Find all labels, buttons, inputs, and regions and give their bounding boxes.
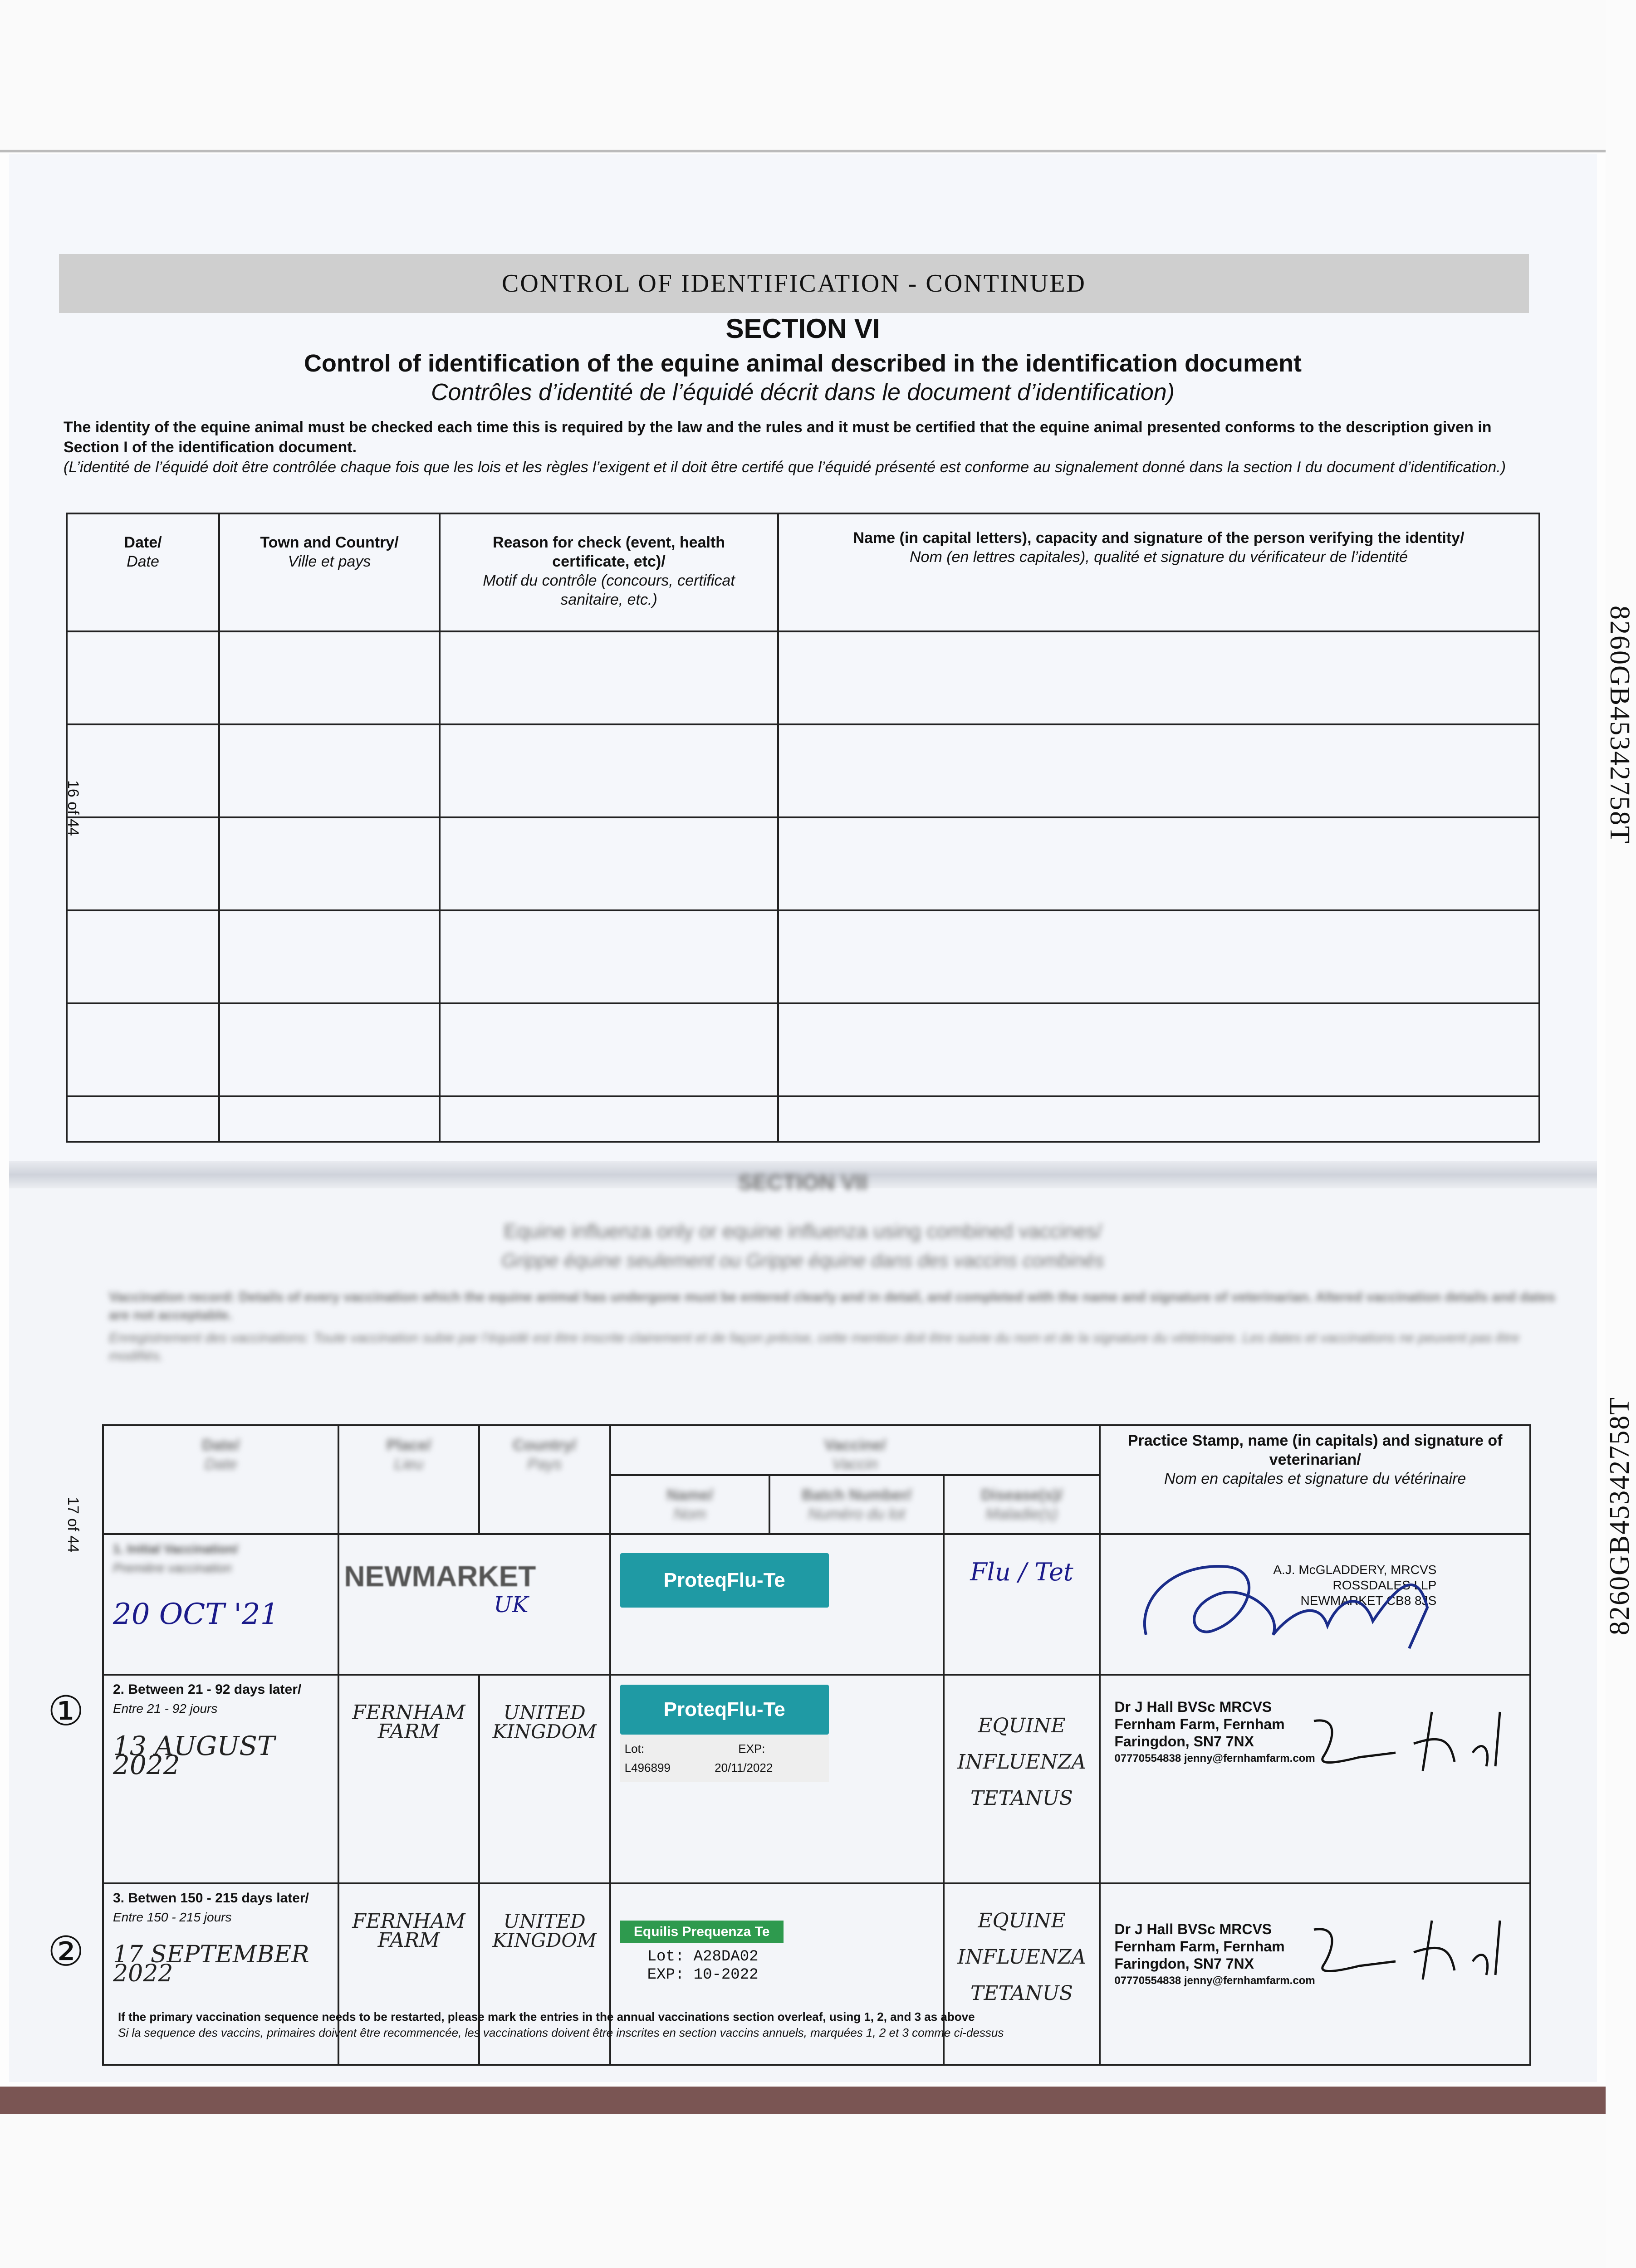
vet-stamp: A.J. McGLADDERY, MRCVS ROSSDALES LLP NEWMARKET CB8 8JS xyxy=(1273,1563,1437,1608)
vacc-vet-cell xyxy=(1100,1534,1530,1675)
cover-edge xyxy=(0,2087,1606,2114)
vacc-disease-cell: EQUINE INFLUENZA TETANUS xyxy=(944,1675,1100,1883)
footnote-english: If the primary vaccination sequence needs to be restarted, please mark the entries in the annual vaccinations section overleaf, using 1, 2, and 3 as above xyxy=(118,2010,975,2024)
intro-text xyxy=(64,417,1533,477)
scan-bottom-margin xyxy=(0,2114,1606,2268)
table-row xyxy=(67,1096,1539,1142)
vet-stamp: Dr J Hall BVSc MRCVS Fernham Farm, Fernham Faringdon, SN7 7NX 07770554838 jenny@fernhamfarm.com xyxy=(1114,1699,1315,1765)
header-vacc-country: Country/ Pays xyxy=(479,1425,610,1534)
section-vii-title: SECTION VII xyxy=(738,1171,868,1195)
vacc-country-cell: UNITED KINGDOM xyxy=(479,1883,610,2065)
vet-stamp: Dr J Hall BVSc MRCVS Fernham Farm, Fernham Faringdon, SN7 7NX 07770554838 jenny@fernhamfarm.com xyxy=(1114,1921,1315,1987)
table-row xyxy=(103,1534,1530,1675)
table-row xyxy=(103,1675,1530,1883)
page-number-bottom: 17 of 44 xyxy=(64,1497,82,1553)
subtitle-french: Contrôles d’identité de l’équidé décrit dans le document d’identification) xyxy=(431,379,1175,406)
header-date: Date/ Date xyxy=(67,513,219,631)
subtitle-english: Control of identification of the equine animal described in the identification document xyxy=(304,350,1302,377)
section-vii-note-en: Vaccination record: Details of every vaccination which the equine animal has undergone must be entered clearly and in detail, and completed with the name and signature of veterinarian. Altered vaccination details and dates are not acceptable. xyxy=(109,1290,1556,1323)
header-batch: Batch Number/ Numéro du lot xyxy=(769,1475,943,1534)
section-vii-subtitle-en: Equine influenza only or equine influenza using combined vaccines/ xyxy=(504,1220,1102,1242)
vacc-disease-cell: Flu / Tet xyxy=(944,1534,1100,1675)
vacc-disease-cell: EQUINE INFLUENZA TETANUS xyxy=(944,1883,1100,2065)
header-vet: Practice Stamp, name (in capitals) and signature of veterinarian/ Nom en capitales et signature du vétérinaire xyxy=(1100,1425,1530,1534)
batch-sticker: Lot: EXP: L496899 20/11/2022 xyxy=(620,1735,829,1782)
header-town-country: Town and Country/ Ville et pays xyxy=(219,513,440,631)
vacc-place-country-cell: NEWMARKET UK xyxy=(338,1534,610,1675)
vacc-vet-cell xyxy=(1100,1675,1530,1883)
document-number-bottom: 8260GB45342758T xyxy=(1604,1397,1635,1635)
header-vaccine: Vaccine/ Vaccin xyxy=(610,1425,1100,1475)
vet-signature xyxy=(1305,1703,1509,1794)
vacc-name-batch-cell xyxy=(610,1675,944,1883)
intro-french: (L’identité de l’équidé doit être contrôlée chaque fois que les lois et les règles l’exigent et il doit être certifé que l’équidé présenté est conforme au signalement donné dans la section I du document d’identification.) xyxy=(64,459,1506,476)
vacc-country-cell: UNITED KINGDOM xyxy=(479,1675,610,1883)
vacc-date-cell: 3. Betwen 150 - 215 days later/ Entre 150 - 215 jours 17 SEPTEMBER 2022 xyxy=(103,1883,338,2065)
table-row xyxy=(67,910,1539,1003)
page-number-top: 16 of 44 xyxy=(64,780,82,836)
header-disease: Disease(s)/ Maladie(s) xyxy=(944,1475,1100,1534)
section-vii-note-fr: Enregistrement des vaccinations: Toute vaccination subie par l’équidé est être inscrite clairement et de façon précise, cette mention doit être suivie du nom et de la signature du vétérinaire. Les dates et vaccinations ne peuvent pas être modifiés. xyxy=(109,1330,1519,1364)
header-verifier: Name (in capital letters), capacity and signature of the person verifying the identity/ Nom (en lettres capitales), qualité et signature du vérificateur de l’identité xyxy=(778,513,1539,631)
vaccine-sticker: Equilis Prequenza Te xyxy=(620,1921,784,1943)
identification-check-table xyxy=(66,513,1540,1143)
document-number-top: 8260GB45342758T xyxy=(1604,606,1635,844)
vacc-date-cell: 1. Initial Vaccination/ Première vaccination 20 OCT '21 xyxy=(103,1534,338,1675)
row-marker-2: ② xyxy=(48,1929,84,1975)
row-marker-1: ① xyxy=(48,1689,84,1734)
header-vacc-date: Date/ Date xyxy=(103,1425,338,1534)
vaccine-sticker: ProteqFlu-Te xyxy=(620,1685,829,1735)
vaccine-sticker: ProteqFlu-Te xyxy=(620,1553,829,1608)
vacc-name-cell xyxy=(610,1534,944,1675)
vacc-date-cell: 2. Between 21 - 92 days later/ Entre 21 - 92 jours 13 AUGUST 2022 xyxy=(103,1675,338,1883)
vaccination-table xyxy=(102,1424,1531,2066)
vet-signature xyxy=(1128,1544,1445,1657)
vacc-place-cell: FERNHAM FARM xyxy=(338,1675,479,1883)
header-reason: Reason for check (event, health certificate, etc)/ Motif du contrôle (concours, certificat sanitaire, etc.) xyxy=(440,513,778,631)
header-vaccine-name: Name/ Nom xyxy=(610,1475,770,1534)
table-row xyxy=(67,631,1539,724)
vet-signature xyxy=(1305,1911,1509,2002)
vacc-place-cell: FERNHAM FARM xyxy=(338,1883,479,2065)
intro-english: The identity of the equine animal must be checked each time this is required by the law and the rules and it must be certified that the equine animal presented conforms to the description given in Section I of the identification document. xyxy=(64,419,1492,456)
table-row xyxy=(67,817,1539,910)
header-vacc-place: Place/ Lieu xyxy=(338,1425,479,1534)
batch-details: Lot: A28DA02 EXP: 10-2022 xyxy=(647,1948,759,1984)
table-row xyxy=(67,724,1539,817)
scan-top-margin xyxy=(0,0,1606,152)
table-row xyxy=(67,1003,1539,1096)
section-banner xyxy=(59,254,1529,313)
banner-text: CONTROL OF IDENTIFICATION - CONTINUED xyxy=(502,269,1086,298)
section-vii-subtitle-fr: Grippe équine seulement ou Grippe équine dans des vaccins combinés xyxy=(501,1250,1104,1271)
footnote-french: Si la sequence des vaccins, primaires doivent être recommencée, les vaccinations doivent être inscrites en section vaccins annuels, marquées 1, 2 et 3 comme ci-dessus xyxy=(118,2026,1004,2039)
section-title: SECTION VI xyxy=(725,313,880,344)
